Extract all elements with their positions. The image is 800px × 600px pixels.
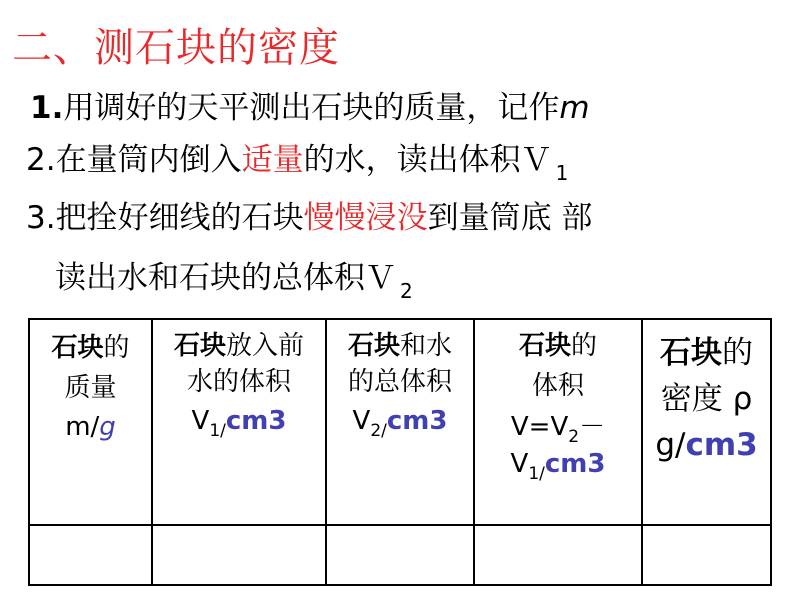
step-2-highlight: 适量 [241,142,304,178]
header-total-volume [326,319,474,525]
step-1-text: 用调好的天平测出石块的质量，记作 [63,90,560,126]
data-table [28,318,772,586]
header-water-volume-line1: 石块放入前 [173,331,305,361]
step-3-continued [55,258,413,301]
step-1-variable: m [559,90,590,126]
step-3-number: 3. [26,200,56,236]
step-2-text-b: 的水，读出体积Ｖ [303,142,552,178]
header-total-volume-line2: 的总体积 [347,367,452,397]
header-stone-volume-line1: 石块的 [518,331,598,361]
header-mass [29,319,152,525]
table-header-row [29,319,771,525]
cell-density-value[interactable] [642,525,771,585]
page-title: 二、测石块的密度 [12,25,340,71]
header-stone-volume-unit: $V_{1/}cm3$ [510,449,606,484]
header-density-line2: 密度 ρ [660,381,753,417]
header-stone-volume [474,319,642,525]
header-mass-line2: 质量 [64,373,117,403]
header-water-volume [152,319,326,525]
step-3-text-b: 到量筒底 部 [427,200,593,236]
header-density-unit: g/cm3 [655,427,758,463]
header-water-volume-line2: 水的体积 [186,367,291,397]
step-3-line2: 读出水和石块的总体积Ｖ [55,260,396,296]
step-1 [30,88,590,128]
step-2-text-a: 在量筒内倒入 [55,142,242,178]
header-total-volume-unit: $V_{2/}cm3$ [352,406,448,441]
header-stone-volume-line2: 体积 [531,371,584,401]
cell-mass-value[interactable] [29,525,152,585]
header-density [642,319,771,525]
cell-stone-volume-value[interactable] [474,525,642,585]
header-mass-unit: m/g [65,412,116,442]
step-3-subscript: 2 [400,279,413,303]
header-water-volume-unit: $V_{1/}cm3$ [191,406,287,441]
header-total-volume-line1: 石块和水 [347,331,453,361]
step-2 [26,140,568,183]
header-mass-line1: 石块的 [51,333,130,363]
header-density-line1: 石块的 [660,335,753,371]
cell-water-volume-value[interactable] [152,525,326,585]
step-3-highlight: 慢慢浸没 [303,200,428,236]
step-2-subscript: 1 [555,161,569,185]
cell-total-volume-value[interactable] [326,525,474,585]
step-1-number: 1. [30,90,64,126]
header-stone-volume-formula: $V=V_2-$ [510,412,606,447]
step-3-text-a: 把拴好细线的石块 [55,200,304,236]
step-2-number: 2. [26,142,56,178]
table-row [29,525,771,585]
step-3 [26,198,592,238]
